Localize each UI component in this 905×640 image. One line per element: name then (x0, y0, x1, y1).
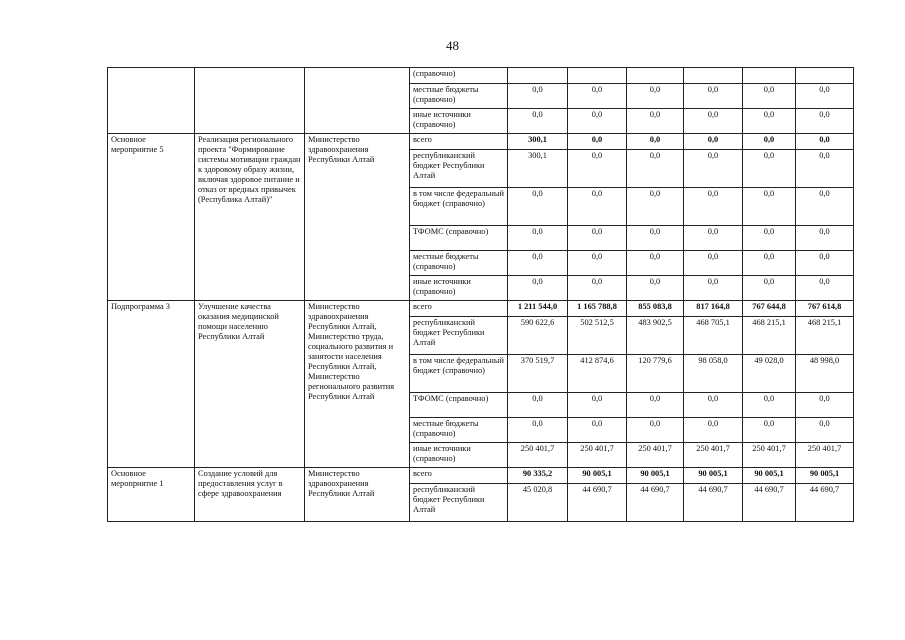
amount-cell: 0,0 (796, 188, 854, 226)
amount-cell: 0,0 (796, 109, 854, 134)
amount-cell: 0,0 (627, 251, 684, 276)
executor-cell: Министерство здравоохранения Республики Алтай (305, 468, 410, 522)
amount-cell: 120 779,6 (627, 355, 684, 393)
amount-cell: 44 690,7 (568, 484, 627, 522)
amount-cell: 90 005,1 (684, 468, 743, 484)
funding-source-cell: ТФОМС (справочно) (410, 393, 508, 418)
amount-cell: 0,0 (627, 134, 684, 150)
amount-cell: 468 215,1 (796, 317, 854, 355)
amount-cell: 250 401,7 (796, 443, 854, 468)
amount-cell: 412 874,6 (568, 355, 627, 393)
amount-cell: 44 690,7 (743, 484, 796, 522)
amount-cell (568, 68, 627, 84)
program-title-cell: Улучшение качества оказания медицинской помощи населению Республики Алтай (195, 301, 305, 468)
program-name-cell (108, 68, 195, 134)
amount-cell: 0,0 (743, 418, 796, 443)
amount-cell: 90 335,2 (508, 468, 568, 484)
amount-cell: 0,0 (627, 109, 684, 134)
amount-cell: 0,0 (684, 393, 743, 418)
amount-cell: 0,0 (508, 393, 568, 418)
program-title-cell: Создание условий для предоставления услуг в сфере здравоохранения (195, 468, 305, 522)
amount-cell: 0,0 (568, 276, 627, 301)
amount-cell: 90 005,1 (627, 468, 684, 484)
amount-cell: 45 020,8 (508, 484, 568, 522)
amount-cell: 0,0 (568, 109, 627, 134)
amount-cell: 0,0 (568, 251, 627, 276)
amount-cell: 0,0 (684, 226, 743, 251)
program-name-cell: Основное мероприятие 1 (108, 468, 195, 522)
amount-cell (627, 68, 684, 84)
amount-cell: 0,0 (796, 418, 854, 443)
amount-cell: 300,1 (508, 150, 568, 188)
amount-cell: 90 005,1 (796, 468, 854, 484)
amount-cell: 767 644,8 (743, 301, 796, 317)
amount-cell: 1 211 544,0 (508, 301, 568, 317)
amount-cell: 0,0 (508, 251, 568, 276)
amount-cell: 0,0 (627, 150, 684, 188)
amount-cell: 0,0 (743, 251, 796, 276)
amount-cell: 48 998,0 (796, 355, 854, 393)
amount-cell: 0,0 (508, 418, 568, 443)
amount-cell: 250 401,7 (627, 443, 684, 468)
table-row (108, 468, 854, 484)
funding-source-cell: в том числе федеральный бюджет (справочно) (410, 355, 508, 393)
amount-cell: 0,0 (627, 418, 684, 443)
amount-cell: 0,0 (796, 150, 854, 188)
executor-cell (305, 68, 410, 134)
table-row (108, 68, 854, 84)
amount-cell: 483 902,5 (627, 317, 684, 355)
amount-cell: 0,0 (568, 188, 627, 226)
amount-cell: 502 512,5 (568, 317, 627, 355)
amount-cell: 0,0 (508, 276, 568, 301)
amount-cell: 0,0 (796, 251, 854, 276)
amount-cell: 0,0 (627, 393, 684, 418)
amount-cell: 98 058,0 (684, 355, 743, 393)
table-row (108, 301, 854, 317)
amount-cell: 0,0 (796, 84, 854, 109)
funding-source-cell: иные источники (справочно) (410, 276, 508, 301)
funding-source-cell: республиканский бюджет Республики Алтай (410, 150, 508, 188)
amount-cell: 0,0 (684, 84, 743, 109)
amount-cell: 468 705,1 (684, 317, 743, 355)
amount-cell: 1 165 788,8 (568, 301, 627, 317)
amount-cell: 44 690,7 (627, 484, 684, 522)
amount-cell: 250 401,7 (684, 443, 743, 468)
funding-source-cell: иные источники (справочно) (410, 443, 508, 468)
amount-cell: 0,0 (568, 226, 627, 251)
funding-source-cell: местные бюджеты (справочно) (410, 418, 508, 443)
program-title-cell: Реализация регионального проекта "Формирование системы мотивации граждан к здоровому образу жизни, включая здоровое питание и отказ от вредных привычек (Республика Алтай)" (195, 134, 305, 301)
amount-cell: 300,1 (508, 134, 568, 150)
amount-cell: 0,0 (684, 134, 743, 150)
amount-cell: 0,0 (684, 150, 743, 188)
amount-cell: 855 083,8 (627, 301, 684, 317)
amount-cell: 0,0 (627, 276, 684, 301)
amount-cell: 250 401,7 (743, 443, 796, 468)
amount-cell (796, 68, 854, 84)
table-row (108, 134, 854, 150)
funding-source-cell: всего (410, 301, 508, 317)
amount-cell: 0,0 (743, 134, 796, 150)
amount-cell: 0,0 (568, 393, 627, 418)
amount-cell: 90 005,1 (568, 468, 627, 484)
amount-cell: 0,0 (684, 109, 743, 134)
amount-cell: 90 005,1 (743, 468, 796, 484)
funding-source-cell: всего (410, 134, 508, 150)
amount-cell: 0,0 (508, 226, 568, 251)
funding-source-cell: (справочно) (410, 68, 508, 84)
amount-cell: 0,0 (627, 226, 684, 251)
amount-cell: 370 519,7 (508, 355, 568, 393)
amount-cell: 817 164,8 (684, 301, 743, 317)
amount-cell: 44 690,7 (796, 484, 854, 522)
funding-source-cell: местные бюджеты (справочно) (410, 251, 508, 276)
amount-cell: 0,0 (684, 418, 743, 443)
amount-cell (508, 68, 568, 84)
page-number: 48 (446, 38, 459, 53)
amount-cell: 0,0 (568, 418, 627, 443)
executor-cell: Министерство здравоохранения Республики Алтай (305, 134, 410, 301)
amount-cell: 0,0 (568, 150, 627, 188)
amount-cell: 0,0 (743, 188, 796, 226)
amount-cell: 0,0 (743, 226, 796, 251)
funding-source-cell: местные бюджеты (справочно) (410, 84, 508, 109)
amount-cell: 0,0 (627, 188, 684, 226)
funding-source-cell: ТФОМС (справочно) (410, 226, 508, 251)
funding-source-cell: в том числе федеральный бюджет (справочно) (410, 188, 508, 226)
amount-cell: 250 401,7 (508, 443, 568, 468)
amount-cell: 0,0 (743, 84, 796, 109)
amount-cell: 0,0 (627, 84, 684, 109)
amount-cell: 0,0 (684, 276, 743, 301)
amount-cell: 0,0 (684, 251, 743, 276)
amount-cell: 0,0 (796, 226, 854, 251)
amount-cell: 0,0 (568, 134, 627, 150)
amount-cell: 250 401,7 (568, 443, 627, 468)
amount-cell: 767 614,8 (796, 301, 854, 317)
program-title-cell (195, 68, 305, 134)
amount-cell (743, 68, 796, 84)
amount-cell: 468 215,1 (743, 317, 796, 355)
amount-cell: 44 690,7 (684, 484, 743, 522)
amount-cell: 0,0 (796, 134, 854, 150)
amount-cell: 0,0 (508, 188, 568, 226)
funding-source-cell: республиканский бюджет Республики Алтай (410, 317, 508, 355)
amount-cell: 0,0 (743, 276, 796, 301)
budget-table (107, 67, 854, 522)
executor-cell: Министерство здравоохранения Республики Алтай, Министерство труда, социального развития и занятости населения Республики Алтай, Министерство регионального развития Республики Алтай (305, 301, 410, 468)
amount-cell: 0,0 (796, 276, 854, 301)
amount-cell: 0,0 (684, 188, 743, 226)
amount-cell: 0,0 (743, 109, 796, 134)
funding-source-cell: республиканский бюджет Республики Алтай (410, 484, 508, 522)
amount-cell: 49 028,0 (743, 355, 796, 393)
funding-source-cell: иные источники (справочно) (410, 109, 508, 134)
amount-cell: 0,0 (743, 393, 796, 418)
amount-cell: 0,0 (743, 150, 796, 188)
amount-cell: 0,0 (508, 84, 568, 109)
table-body (108, 68, 854, 522)
program-name-cell: Основное мероприятие 5 (108, 134, 195, 301)
amount-cell: 0,0 (568, 84, 627, 109)
funding-source-cell: всего (410, 468, 508, 484)
program-name-cell: Подпрограмма 3 (108, 301, 195, 468)
amount-cell: 590 622,6 (508, 317, 568, 355)
amount-cell: 0,0 (796, 393, 854, 418)
amount-cell (684, 68, 743, 84)
amount-cell: 0,0 (508, 109, 568, 134)
